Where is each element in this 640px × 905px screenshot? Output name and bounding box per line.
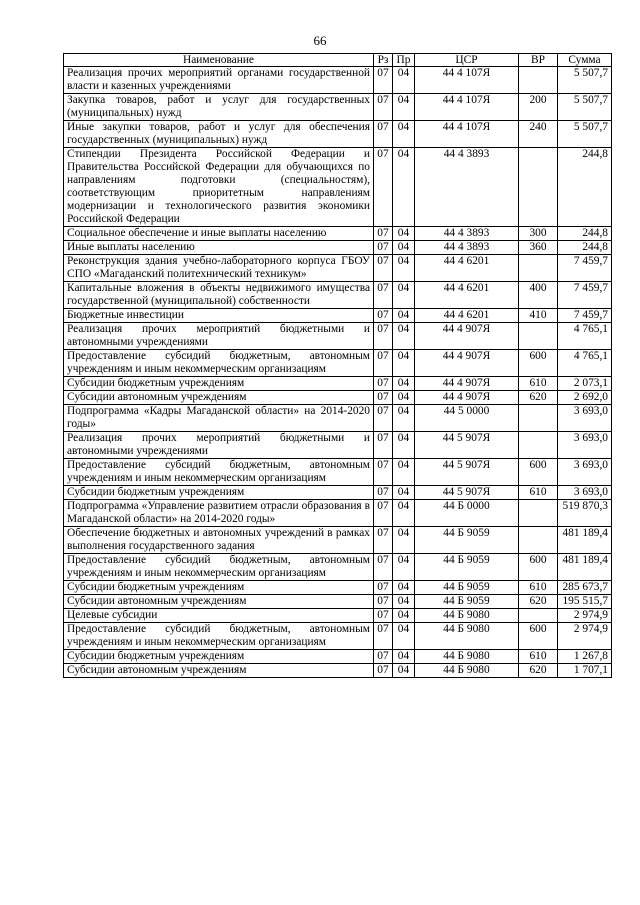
cell-pr: 04 <box>393 664 415 678</box>
cell-sum: 481 189,4 <box>558 554 612 581</box>
cell-csr: 44 Б 9059 <box>415 595 519 609</box>
cell-pr: 04 <box>393 148 415 227</box>
cell-vr: 600 <box>519 350 558 377</box>
table-row <box>64 623 612 650</box>
cell-csr: 44 4 3893 <box>415 241 519 255</box>
cell-name: Субсидии бюджетным учреждениям <box>64 486 374 500</box>
cell-name: Социальное обеспечение и иные выплаты населению <box>64 227 374 241</box>
cell-pr: 04 <box>393 350 415 377</box>
cell-sum: 2 073,1 <box>558 377 612 391</box>
page-number: 66 <box>313 33 327 48</box>
cell-pr: 04 <box>393 391 415 405</box>
cell-rz: 07 <box>374 94 393 121</box>
cell-csr: 44 4 3893 <box>415 148 519 227</box>
cell-pr: 04 <box>393 323 415 350</box>
cell-pr: 04 <box>393 121 415 148</box>
cell-name: Предоставление субсидий бюджетным, автономным учреждениям и иным некоммерческим организациям <box>64 459 374 486</box>
cell-pr: 04 <box>393 309 415 323</box>
cell-pr: 04 <box>393 432 415 459</box>
table-row <box>64 323 612 350</box>
cell-rz: 07 <box>374 595 393 609</box>
cell-pr: 04 <box>393 405 415 432</box>
cell-pr: 04 <box>393 500 415 527</box>
cell-vr: 600 <box>519 623 558 650</box>
cell-name: Предоставление субсидий бюджетным, автономным учреждениям и иным некоммерческим организациям <box>64 623 374 650</box>
cell-vr: 610 <box>519 377 558 391</box>
cell-pr: 04 <box>393 527 415 554</box>
cell-rz: 07 <box>374 391 393 405</box>
cell-name: Реализация прочих мероприятий бюджетными и автономными учреждениями <box>64 323 374 350</box>
cell-name: Бюджетные инвестиции <box>64 309 374 323</box>
cell-csr: 44 4 907Я <box>415 377 519 391</box>
header-pr: Пр <box>393 54 415 67</box>
table-row <box>64 148 612 227</box>
cell-sum: 4 765,1 <box>558 350 612 377</box>
cell-pr: 04 <box>393 623 415 650</box>
cell-sum: 285 673,7 <box>558 581 612 595</box>
cell-name: Субсидии бюджетным учреждениям <box>64 581 374 595</box>
cell-name: Подпрограмма «Кадры Магаданской области» на 2014-2020 годы» <box>64 405 374 432</box>
cell-csr: 44 5 907Я <box>415 432 519 459</box>
cell-rz: 07 <box>374 623 393 650</box>
cell-rz: 07 <box>374 664 393 678</box>
cell-csr: 44 Б 9059 <box>415 581 519 595</box>
cell-vr <box>519 255 558 282</box>
cell-pr: 04 <box>393 459 415 486</box>
cell-pr: 04 <box>393 581 415 595</box>
header-rz: Рз <box>374 54 393 67</box>
cell-pr: 04 <box>393 282 415 309</box>
cell-rz: 07 <box>374 350 393 377</box>
header-row <box>64 54 612 67</box>
cell-vr: 200 <box>519 94 558 121</box>
cell-rz: 07 <box>374 323 393 350</box>
cell-sum: 7 459,7 <box>558 255 612 282</box>
cell-vr: 240 <box>519 121 558 148</box>
cell-vr: 620 <box>519 391 558 405</box>
table-row <box>64 486 612 500</box>
cell-csr: 44 4 107Я <box>415 67 519 94</box>
cell-name: Капитальные вложения в объекты недвижимого имущества государственной (муниципальной) собственности <box>64 282 374 309</box>
cell-csr: 44 5 907Я <box>415 459 519 486</box>
cell-name: Обеспечение бюджетных и автономных учреждений в рамках выполнения государственного задания <box>64 527 374 554</box>
table-row <box>64 94 612 121</box>
table-row <box>64 595 612 609</box>
cell-csr: 44 Б 9080 <box>415 664 519 678</box>
table-body <box>64 67 612 678</box>
cell-sum: 481 189,4 <box>558 527 612 554</box>
table-row <box>64 527 612 554</box>
cell-sum: 2 974,9 <box>558 609 612 623</box>
table-row <box>64 241 612 255</box>
table-row <box>64 405 612 432</box>
cell-vr <box>519 405 558 432</box>
cell-sum: 195 515,7 <box>558 595 612 609</box>
cell-sum: 519 870,3 <box>558 500 612 527</box>
cell-vr: 360 <box>519 241 558 255</box>
cell-csr: 44 4 907Я <box>415 323 519 350</box>
cell-vr <box>519 67 558 94</box>
header-sum: Сумма <box>558 54 612 67</box>
cell-rz: 07 <box>374 282 393 309</box>
cell-csr: 44 Б 9059 <box>415 527 519 554</box>
table-row <box>64 459 612 486</box>
cell-sum: 5 507,7 <box>558 67 612 94</box>
cell-pr: 04 <box>393 255 415 282</box>
header-csr: ЦСР <box>415 54 519 67</box>
cell-vr: 620 <box>519 664 558 678</box>
cell-pr: 04 <box>393 377 415 391</box>
table-row <box>64 581 612 595</box>
cell-rz: 07 <box>374 432 393 459</box>
cell-name: Иные закупки товаров, работ и услуг для обеспечения государственных (муниципальных) нужд <box>64 121 374 148</box>
table-row <box>64 255 612 282</box>
table-row <box>64 432 612 459</box>
cell-csr: 44 4 6201 <box>415 309 519 323</box>
table-row <box>64 282 612 309</box>
cell-sum: 7 459,7 <box>558 282 612 309</box>
cell-sum: 244,8 <box>558 241 612 255</box>
cell-sum: 3 693,0 <box>558 405 612 432</box>
cell-pr: 04 <box>393 227 415 241</box>
cell-rz: 07 <box>374 650 393 664</box>
cell-rz: 07 <box>374 255 393 282</box>
cell-rz: 07 <box>374 227 393 241</box>
cell-name: Иные выплаты населению <box>64 241 374 255</box>
cell-name: Субсидии автономным учреждениям <box>64 595 374 609</box>
cell-vr <box>519 323 558 350</box>
cell-name: Реконструкция здания учебно-лабораторного корпуса ГБОУ СПО «Магаданский политехнический техникум» <box>64 255 374 282</box>
cell-csr: 44 4 107Я <box>415 94 519 121</box>
cell-rz: 07 <box>374 486 393 500</box>
table-row <box>64 391 612 405</box>
table-row <box>64 121 612 148</box>
cell-name: Предоставление субсидий бюджетным, автономным учреждениям и иным некоммерческим организациям <box>64 350 374 377</box>
table-row <box>64 67 612 94</box>
cell-vr: 600 <box>519 554 558 581</box>
cell-rz: 07 <box>374 609 393 623</box>
cell-vr <box>519 527 558 554</box>
cell-name: Реализация прочих мероприятий органами государственной власти и казенных учреждениями <box>64 67 374 94</box>
cell-sum: 1 267,8 <box>558 650 612 664</box>
cell-rz: 07 <box>374 500 393 527</box>
cell-csr: 44 4 6201 <box>415 282 519 309</box>
cell-vr: 610 <box>519 486 558 500</box>
cell-csr: 44 Б 9059 <box>415 554 519 581</box>
cell-name: Закупка товаров, работ и услуг для государственных (муниципальных) нужд <box>64 94 374 121</box>
budget-table <box>63 53 612 678</box>
cell-csr: 44 5 907Я <box>415 486 519 500</box>
cell-name: Предоставление субсидий бюджетным, автономным учреждениям и иным некоммерческим организациям <box>64 554 374 581</box>
cell-rz: 07 <box>374 377 393 391</box>
cell-csr: 44 Б 9080 <box>415 623 519 650</box>
cell-rz: 07 <box>374 121 393 148</box>
cell-name: Подпрограмма «Управление развитием отрасли образования в Магаданской области» на 2014-2020 годы» <box>64 500 374 527</box>
table-row <box>64 350 612 377</box>
cell-sum: 5 507,7 <box>558 94 612 121</box>
cell-rz: 07 <box>374 527 393 554</box>
cell-name: Реализация прочих мероприятий бюджетными и автономными учреждениями <box>64 432 374 459</box>
cell-csr: 44 4 907Я <box>415 391 519 405</box>
cell-vr <box>519 609 558 623</box>
cell-rz: 07 <box>374 241 393 255</box>
cell-sum: 244,8 <box>558 227 612 241</box>
cell-sum: 4 765,1 <box>558 323 612 350</box>
table-row <box>64 650 612 664</box>
cell-rz: 07 <box>374 581 393 595</box>
cell-pr: 04 <box>393 609 415 623</box>
table-row <box>64 554 612 581</box>
header-name: Наименование <box>64 54 374 67</box>
cell-pr: 04 <box>393 241 415 255</box>
cell-name: Субсидии бюджетным учреждениям <box>64 377 374 391</box>
cell-sum: 7 459,7 <box>558 309 612 323</box>
cell-csr: 44 Б 9080 <box>415 609 519 623</box>
cell-rz: 07 <box>374 148 393 227</box>
cell-csr: 44 4 907Я <box>415 350 519 377</box>
header-vr: ВР <box>519 54 558 67</box>
cell-pr: 04 <box>393 650 415 664</box>
cell-sum: 3 693,0 <box>558 432 612 459</box>
cell-pr: 04 <box>393 94 415 121</box>
cell-name: Субсидии автономным учреждениям <box>64 664 374 678</box>
cell-vr: 620 <box>519 595 558 609</box>
cell-vr: 610 <box>519 650 558 664</box>
cell-name: Субсидии автономным учреждениям <box>64 391 374 405</box>
cell-pr: 04 <box>393 595 415 609</box>
cell-sum: 2 974,9 <box>558 623 612 650</box>
cell-vr: 600 <box>519 459 558 486</box>
cell-vr <box>519 148 558 227</box>
table-row <box>64 609 612 623</box>
cell-sum: 3 693,0 <box>558 486 612 500</box>
cell-vr: 610 <box>519 581 558 595</box>
cell-name: Субсидии бюджетным учреждениям <box>64 650 374 664</box>
cell-sum: 1 707,1 <box>558 664 612 678</box>
cell-csr: 44 5 0000 <box>415 405 519 432</box>
cell-vr: 410 <box>519 309 558 323</box>
table-row <box>64 377 612 391</box>
cell-csr: 44 4 3893 <box>415 227 519 241</box>
cell-vr <box>519 500 558 527</box>
cell-sum: 244,8 <box>558 148 612 227</box>
cell-sum: 3 693,0 <box>558 459 612 486</box>
cell-csr: 44 Б 9080 <box>415 650 519 664</box>
table-row <box>64 500 612 527</box>
table-row <box>64 664 612 678</box>
cell-rz: 07 <box>374 459 393 486</box>
cell-pr: 04 <box>393 486 415 500</box>
cell-rz: 07 <box>374 67 393 94</box>
cell-csr: 44 4 107Я <box>415 121 519 148</box>
cell-sum: 2 692,0 <box>558 391 612 405</box>
cell-vr: 300 <box>519 227 558 241</box>
table-row <box>64 309 612 323</box>
cell-csr: 44 Б 0000 <box>415 500 519 527</box>
cell-pr: 04 <box>393 554 415 581</box>
cell-rz: 07 <box>374 309 393 323</box>
cell-pr: 04 <box>393 67 415 94</box>
cell-name: Целевые субсидии <box>64 609 374 623</box>
cell-vr: 400 <box>519 282 558 309</box>
cell-csr: 44 4 6201 <box>415 255 519 282</box>
cell-name: Стипендии Президента Российской Федерации и Правительства Российской Федерации для обучающихся по направлениям подготовки (специальностям), соответствующим приоритетным направлениям модернизации и технологического развития экономики Российской Федерации <box>64 148 374 227</box>
cell-rz: 07 <box>374 554 393 581</box>
cell-rz: 07 <box>374 405 393 432</box>
cell-vr <box>519 432 558 459</box>
cell-sum: 5 507,7 <box>558 121 612 148</box>
table-row <box>64 227 612 241</box>
